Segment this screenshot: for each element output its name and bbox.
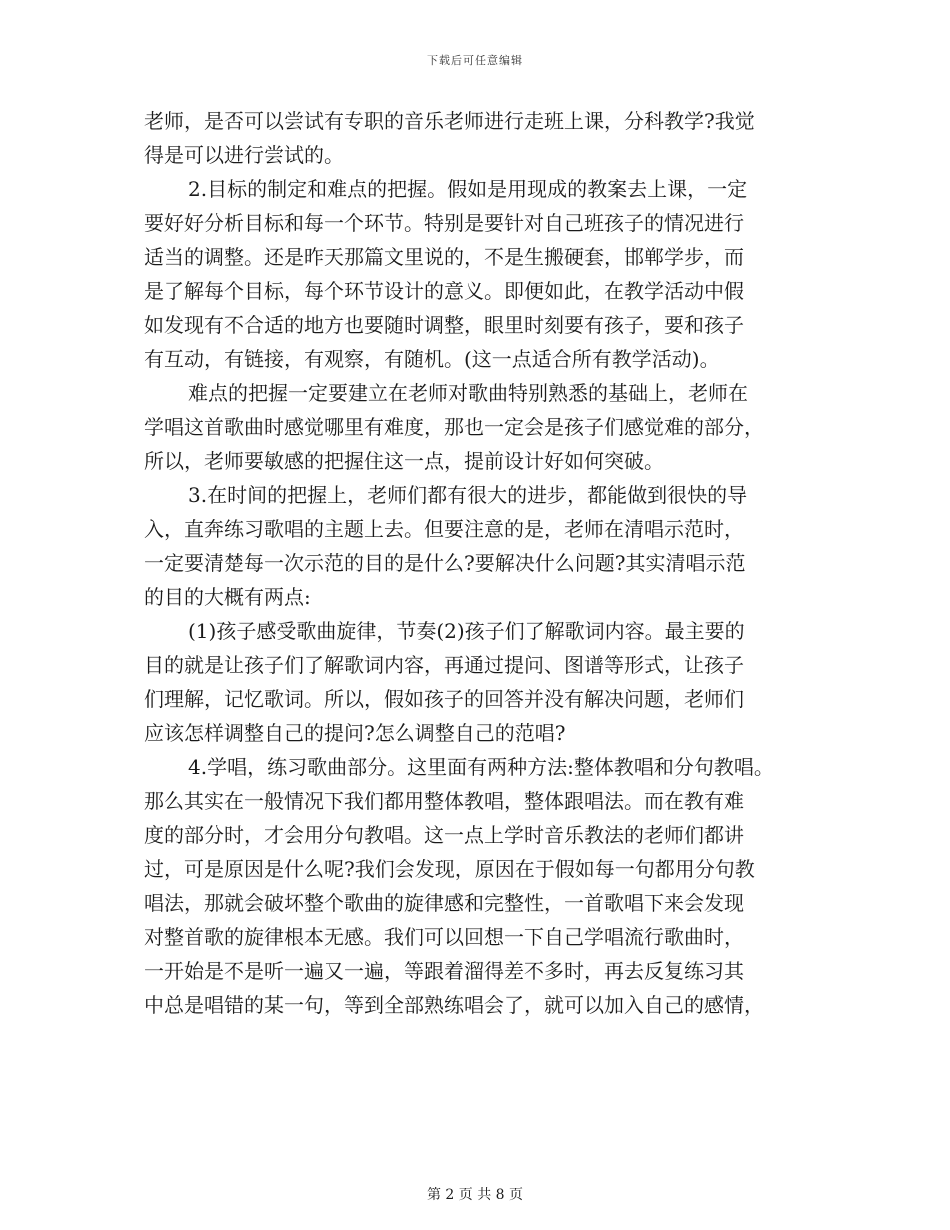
document-body — [144, 104, 814, 1022]
text-line: 老师，是否可以尝试有专职的音乐老师进行走班上课，分科教学?我觉 — [144, 109, 755, 133]
text-line: 难点的把握一定要建立在老师对歌曲特别熟悉的基础上，老师在 — [188, 381, 748, 405]
page-header-note: 下载后可任意编辑 — [427, 54, 523, 67]
text-line: 中总是唱错的某一句，等到全部熟练唱会了，就可以加入自己的感情， — [144, 993, 764, 1017]
text-line: 如发现有不合适的地方也要随时调整，眼里时刻要有孩子，要和孩子 — [144, 313, 744, 337]
text-line: 要好好分析目标和每一个环节。特别是要针对自己班孩子的情况进行 — [144, 211, 744, 235]
text-line: 入，直奔练习歌唱的主题上去。但要注意的是，老师在清唱示范时， — [144, 517, 744, 541]
text-line: 学唱这首歌曲时感觉哪里有难度，那也一定会是孩子们感觉难的部分， — [144, 415, 764, 439]
text-line: 度的部分时，才会用分句教唱。这一点上学时音乐教法的老师们都讲 — [144, 823, 744, 847]
text-line: 4.学唱，练习歌曲部分。这里面有两种方法:整体教唱和分句教唱。 — [188, 755, 774, 779]
text-line: 应该怎样调整自己的提问?怎么调整自己的范唱? — [144, 721, 566, 745]
page-number: 第 2 页 共 8 页 — [426, 1187, 524, 1203]
text-line: 一开始是不是听一遍又一遍，等跟着溜得差不多时，再去反复练习其 — [144, 959, 744, 983]
text-line: (1)孩子感受歌曲旋律，节奏(2)孩子们了解歌词内容。最主要的 — [188, 619, 745, 643]
text-line: 过，可是原因是什么呢?我们会发现，原因在于假如每一句都用分句教 — [144, 857, 755, 881]
text-line: 适当的调整。还是昨天那篇文里说的，不是生搬硬套，邯郸学步，而 — [144, 245, 744, 269]
text-line: 是了解每个目标，每个环节设计的意义。即便如此，在教学活动中假 — [144, 279, 744, 303]
text-line: 目的就是让孩子们了解歌词内容，再通过提问、图谱等形式，让孩子 — [144, 653, 744, 677]
text-line: 那么其实在一般情况下我们都用整体教唱，整体跟唱法。而在教有难 — [144, 789, 744, 813]
text-line: 3.在时间的把握上，老师们都有很大的进步，都能做到很快的导 — [188, 483, 748, 507]
text-line: 有互动，有链接，有观察，有随机。(这一点适合所有教学活动)。 — [144, 347, 720, 371]
text-line: 所以，老师要敏感的把握住这一点，提前设计好如何突破。 — [144, 449, 664, 473]
text-line: 的目的大概有两点: — [144, 585, 311, 609]
text-line: 唱法，那就会破坏整个歌曲的旋律感和完整性，一首歌唱下来会发现 — [144, 891, 744, 915]
text-line: 得是可以进行尝试的。 — [144, 143, 344, 167]
text-line: 一定要清楚每一次示范的目的是什么?要解决什么问题?其实清唱示范 — [144, 551, 746, 575]
text-line: 对整首歌的旋律根本无感。我们可以回想一下自己学唱流行歌曲时， — [144, 925, 744, 949]
text-line: 2.目标的制定和难点的把握。假如是用现成的教案去上课，一定 — [188, 177, 748, 201]
text-line: 们理解，记忆歌词。所以，假如孩子的回答并没有解决问题，老师们 — [144, 687, 744, 711]
